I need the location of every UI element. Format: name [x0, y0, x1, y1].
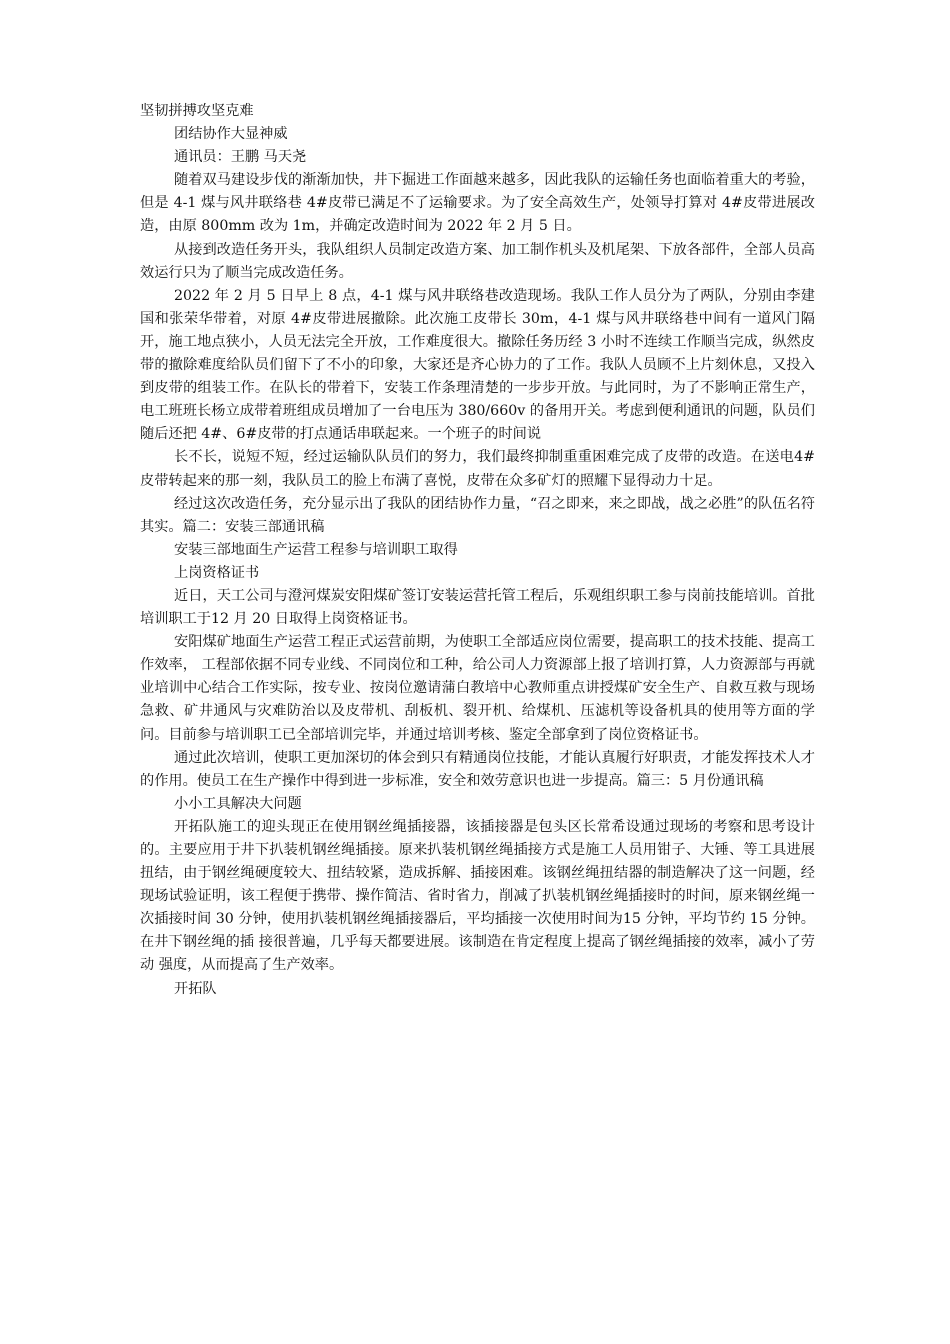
body-paragraph: 安阳煤矿地面生产运营工程正式运营前期，为使职工全部适应岗位需要，提高职工的技术技能、提高工作效率， 工程部依据不同专业线、不同岗位和工种，给公司人力资源部上报了培训打算，人力资源部与再就业培训中心结合工作实际，按专业、按岗位邀请蒲白教培中心教师重点讲授煤矿安全生产、自救互救与现场急救、矿井通风与灾难防治以及皮带机、刮板机、裂开机、给煤机、压滤机等设备机具的使用等方面的学问。目前参与培训职工已全部培训完毕，并通过培训考核、鉴定全部拿到了岗位资格证书。	[140, 634, 815, 743]
body-paragraph: 随着双马建设步伐的渐渐加快，井下掘进工作面越来越多，因此我队的运输任务也面临着重大的考验，但是 4-1 煤与风井联络巷 4#皮带已满足不了运输要求。为了安全高效生产，处领导打算对 4#皮带进展改造，由原 800mm 改为 1m，并确定改造时间为 2022 年 2 月 5 日。	[140, 172, 815, 235]
body-paragraph: 长不长，说短不短，经过运输队队员们的努力，我们最终抑制重重困难完成了皮带的改造。在送电4#皮带转起来的那一刻，我队员工的脸上布满了喜悦，皮带在众多矿灯的照耀下显得动力十足。	[140, 449, 815, 489]
document-body	[140, 100, 815, 1001]
body-paragraph: 经过这次改造任务，充分显示出了我队的团结协作力量，“召之即来，来之即战，战之必胜”的队伍名符其实。篇二：安装三部通讯稿	[140, 495, 815, 535]
body-paragraph: 开拓队施工的迎头现正在使用钢丝绳插接器，该插接器是包头区长常希设通过现场的考察和思考设计的。主要应用于井下扒装机钢丝绳插接。原来扒装机钢丝绳插接方式是施工人员用钳子、大锤、等工具进展扭结，由于钢丝绳硬度较大、扭结较紧，造成拆解、插接困难。该钢丝绳扭结器的制造解决了这一问题，经现场试验证明，该工程便于携带、操作简洁、省时省力，削减了扒装机钢丝绳插接时的时间，原来钢丝绳一次插接时间 30 分钟，使用扒装机钢丝绳插接器后，平均插接一次使用时间为15 分钟，平均节约 15 分钟。在井下钢丝绳的插 接很普遍，几乎每天都要进展。该制造在肯定程度上提高了钢丝绳插接的效率，减小了劳动 强度，从而提高了生产效率。	[140, 818, 815, 974]
section-heading: 安装三部地面生产运营工程参与培训职工取得	[174, 541, 458, 558]
author-unit: 开拓队	[174, 980, 217, 997]
section-heading: 小小工具解决大问题	[174, 795, 302, 812]
body-paragraph: 从接到改造任务开头，我队组织人员制定改造方案、加工制作机头及机尾架、下放各部件，全部人员高效运行只为了顺当完成改造任务。	[140, 241, 815, 281]
body-paragraph: 近日，天工公司与澄河煤炭安阳煤矿签订安装运营托管工程后，乐观组织职工参与岗前技能培训。首批培训职工于12 月 20 日取得上岗资格证书。	[140, 587, 815, 628]
body-paragraph: 2022 年 2 月 5 日早上 8 点，4-1 煤与风井联络巷改造现场。我队工作人员分为了两队，分别由李建国和张荣华带着，对原 4#皮带进展撤除。此次施工皮带长 30m，4-1 煤与风井联络巷中间有一道风门隔开，施工地点狭小，人员无法完全开放，工作难度很大。撤除任务历经 3 小时不连续工作顺当完成，纵然皮带的撤除难度给队员们留下了不小的印象，大家还是齐心协力的了工作。我队人员顾不上片刻休息，又投入到皮带的组装工作。在队长的带着下，安装工作条理清楚的一步步开放。与此同时，为了不影响正常生产，电工班班长杨立成带着班组成员增加了一台电压为 380/660v 的备用开关。考虑到便利通讯的问题，队员们随后还把 4#、6#皮带的打点通话串联起来。一个班子的时间说	[140, 287, 815, 443]
section-heading: 上岗资格证书	[174, 564, 260, 581]
article-title: 坚韧拼搏攻坚克难	[140, 103, 254, 119]
article-byline: 通讯员：王鹏 马天尧	[174, 149, 307, 166]
article-subtitle: 团结协作大显神威	[174, 126, 288, 143]
body-paragraph: 通过此次培训，使职工更加深切的体会到只有精通岗位技能，才能认真履行好职责，才能发挥技术人才的作用。使员工在生产操作中得到进一步标准，安全和效劳意识也进一步提高。篇三：5 月份通讯稿	[140, 749, 815, 789]
